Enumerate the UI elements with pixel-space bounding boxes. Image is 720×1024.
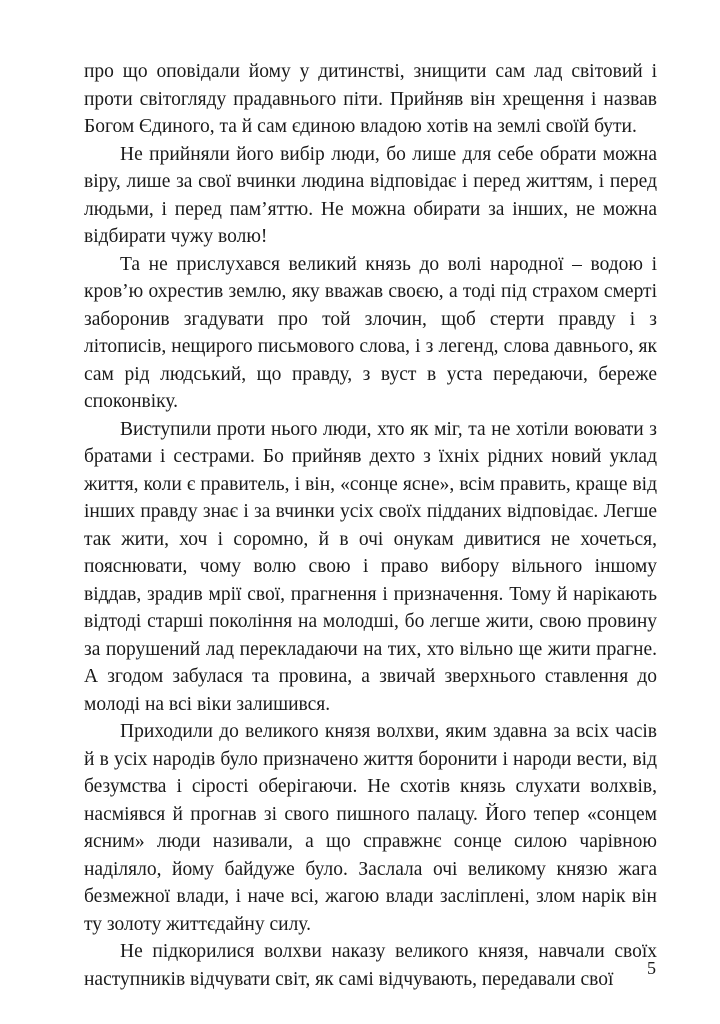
paragraph-1: про що оповідали йому у дитинстві, знищити сам лад світовий і проти світогляду прадавнього піти. Прийняв він хрещення і назвав Богом Єдиного, та й сам єдиною владою хотів на землі своїй бути. xyxy=(84,61,657,137)
page-text xyxy=(84,58,657,993)
page-number: 5 xyxy=(647,958,656,978)
paragraph-3: Та не прислухався великий князь до волі народної – водою і кров’ю охрестив землю, яку вважав своєю, а тоді під страхом смерті заборонив згадувати про той злочин, щоб стерти правду і з літописів, нещирого письмового слова, і з легенд, слова давнього, як сам рід людський, що правду, з вуст в уста передаючи, береже споконвіку. xyxy=(84,253,657,412)
paragraph-5: Приходили до великого князя волхви, яким здавна за всіх часів й в усіх народів було призначено життя боронити і народи вести, від безумства і сірості оберігаючи. Не схотів князь слухати волхвів, насміявся й прогнав зі свого пишного палацу. Його тепер «сонцем ясним» люди називали, а що справжнє сонце силою чарівною наділяло, йому байдуже було. Заслала очі великому князю жага безмежної влади, і наче всі, жагою влади засліплені, злом нарік він ту золоту життєдайну силу. xyxy=(84,721,657,935)
paragraph-2: Не прийняли його вибір люди, бо лише для себе обрати можна віру, лише за свої вчинки людина відповідає і перед життям, і перед людьми, і перед пам’яттю. Не можна обирати за інших, не можна відбирати чужу волю! xyxy=(84,143,657,247)
paragraph-4: Виступили проти нього люди, хто як міг, та не хотіли воювати з братами і сестрами. Бо прийняв дехто з їхніх рідних новий уклад життя, коли є правитель, і він, «сонце ясне», всім править, краще від інших правду знає і за вчинки усіх своїх підданих відповідає. Легше так жити, хоч і соромно, й в очі онукам дивитися не хочеться, пояснювати, чому волю свою і право вибору вільного іншому віддав, зрадив мрії свої, прагнення і призначення. Тому й нарікають відтоді старші покоління на молодші, бо легше жити, свою провину за порушений лад перекладаючи на тих, хто вільно ще жити прагне. А згодом забулася та провина, а звичай зверхнього ставлення до молоді на всі віки залишився. xyxy=(84,418,657,715)
paragraph-6: Не підкорилися волхви наказу великого князя, навчали своїх наступників відчувати світ, як самі відчувають, передавали свої xyxy=(84,941,657,990)
